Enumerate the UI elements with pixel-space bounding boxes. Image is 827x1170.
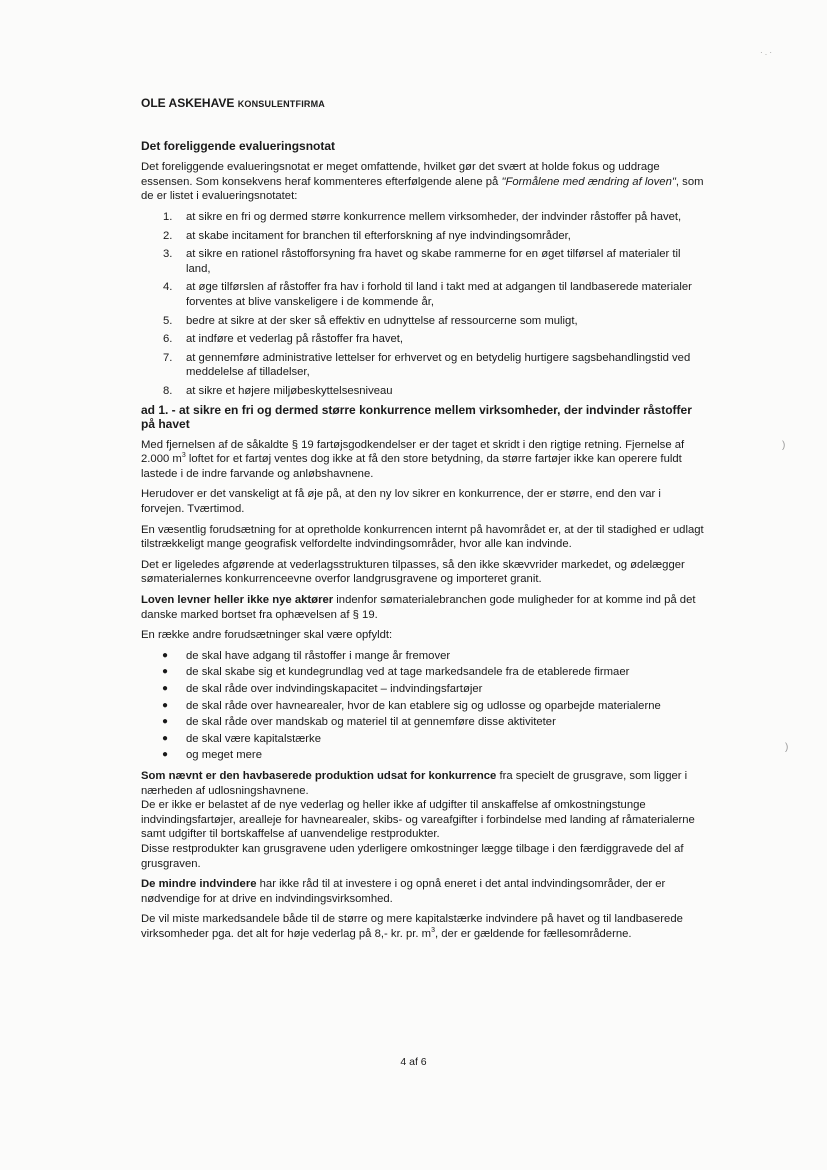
requirement-text: og meget mere: [186, 749, 262, 762]
market-share-paragraph: De vil miste markedsandele både til de større og mere kapitalstærke indvindere på havet og til landbaserede virksomheder pga. det alt for høje vederlag på 8,- kr. pr. $m^3$, der er gældende for fællesområderne.: [141, 913, 683, 940]
list-number: 4.: [163, 281, 173, 294]
ad1-paragraph: Herudover er det vanskeligt at få øje på, at den ny lov sikrer en konkurrence, der er større, end den var i forvejen. Tværtimod.: [141, 488, 661, 516]
small-producers-paragraph: De mindre indvindere har ikke råd til at investere i og opnå eneret i det antal indvindingsområder, der er nødvendige for at drive en indvindingsvirksomhed.: [141, 878, 666, 905]
requirement-item: [141, 665, 707, 680]
list-text: at sikre et højere miljøbeskyttelsesniveau: [186, 384, 393, 397]
ad1-paragraph: Loven levner heller ikke nye aktører indenfor sømaterialebranchen gode muligheder for at komme ind på det danske marked bortset fra ophævelsen af § 19.: [141, 594, 696, 621]
section-title: Det foreliggende evalueringsnotat: [141, 138, 336, 153]
requirements-list: [141, 649, 707, 763]
list-text: bedre at sikre at der sker så effektiv en udnyttelse af ressourcerne som muligt,: [186, 314, 578, 327]
list-number: 2.: [163, 229, 173, 242]
list-text: at indføre et vederlag på råstoffer fra havet,: [186, 333, 404, 346]
bullet-icon: ●: [162, 716, 169, 728]
scan-mark: ): [785, 742, 789, 753]
competition-paragraph: Som nævnt er den havbaserede produktion udsat for konkurrence fra specielt de grusgrave, som ligger i nærheden af udlosningshavnene.: [141, 769, 688, 797]
requirement-text: de skal råde over mandskab og materiel til at gennemføre disse aktiviteter: [186, 716, 556, 729]
ad1-paragraph: En række andre forudsætninger skal være opfyldt:: [141, 629, 393, 642]
list-number: 6.: [163, 333, 173, 346]
page-number: 4 af 6: [400, 1056, 427, 1068]
bullet-icon: ●: [162, 666, 169, 678]
purpose-list-item: [141, 351, 707, 380]
firm-subtitle: KONSULENTFIRMA: [237, 99, 325, 109]
requirement-item: [141, 682, 707, 697]
list-number: 1.: [163, 210, 173, 223]
requirement-text: de skal råde over havnearealer, hvor de kan etablere sig og udlosse og oparbejde materialerne: [186, 699, 661, 712]
bullet-icon: ●: [162, 649, 169, 661]
intro-paragraph: Det foreliggende evalueringsnotat er meget omfattende, hvilket gør det svært at holde fokus og uddrage essensen. Som konsekvens heraf kommenteres efterfølgende alene på "Formålene med ændring af loven", som de er listet i evalueringsnotatet:: [141, 161, 704, 203]
bullet-icon: ●: [162, 683, 169, 694]
list-number: 5.: [163, 314, 173, 327]
requirement-item: [141, 732, 707, 747]
bullet-icon: ●: [162, 732, 169, 744]
ad1-paragraph: Det er ligeledes afgørende at vederlagsstrukturen tilpasses, så den ikke skævvrider markedet, og ødelægger sømaterialernes konkurrenceevne overfor landgrusgravene og importeret granit.: [141, 558, 685, 586]
purpose-list-item: [141, 332, 707, 347]
document-page: [141, 96, 707, 948]
list-number: 8.: [163, 384, 173, 397]
purpose-list-item: [141, 229, 707, 244]
purpose-list-item: [141, 384, 707, 399]
list-number: 3.: [163, 248, 173, 261]
firm-name: OLE ASKEHAVE: [141, 96, 235, 110]
list-text: at skabe incitament for branchen til efterforskning af nye indvindingsområder,: [186, 229, 571, 242]
scan-mark: · . ·: [760, 48, 772, 57]
ad1-paragraph: En væsentlig forudsætning for at opretholde konkurrencen internt på havområdet er, at der til stadighed er udlagt tilstrækkeligt mange geografisk velfordelte indvindingsområder, hvor alle kan indvinde.: [141, 523, 704, 551]
scan-mark: ): [782, 440, 786, 451]
requirement-item: [141, 649, 707, 664]
purpose-list-item: [141, 280, 707, 309]
list-text: at sikre en fri og dermed større konkurrence mellem virksomheder, der indvinder råstoffer på havet,: [186, 210, 682, 223]
list-text: at sikre en rationel råstofforsyning fra havet og skabe rammerne for en øget tilførsel af materialer til land,: [186, 248, 681, 275]
competition-paragraph: Disse restprodukter kan grusgravene uden yderligere omkostninger lægge tilbage i den færdiggravede del af grusgraven.: [141, 842, 684, 870]
requirement-item: [141, 699, 707, 714]
list-text: at øge tilførslen af råstoffer fra hav i forhold til land i takt med at adgangen til landbaserede materialer forventes at blive vanskeligere i de kommende år,: [186, 281, 692, 308]
requirement-text: de skal råde over indvindingskapacitet – indvindingsfartøjer: [186, 683, 483, 695]
requirement-item: [141, 715, 707, 730]
requirement-text: de skal være kapitalstærke: [186, 732, 321, 745]
purpose-list: [141, 210, 707, 399]
requirement-text: de skal have adgang til råstoffer i mange år fremover: [186, 649, 451, 662]
list-number: 7.: [163, 351, 173, 364]
bullet-icon: ●: [162, 749, 169, 761]
competition-paragraph: De er ikke er belastet af de nye vederlag og heller ikke af udgifter til anskaffelse af omkostningstunge indvindingsfartøjer, arealleje for havnearealer, skibs- og vareafgifter i forbindelse med landing af råmaterialerne samt udgifter til bortskaffelse af uanvendelige restprodukter.: [141, 799, 695, 841]
purpose-list-item: [141, 210, 707, 225]
letterhead: [141, 96, 707, 112]
purpose-list-item: [141, 247, 707, 276]
ad1-paragraph: Med fjernelsen af de såkaldte § 19 fartøjsgodkendelser er der taget et skridt i den rigtige retning. Fjernelse af 2.000 $m^3$ loftet for et fartøj ventes dog ikke at få den store betydning, da større fartøjer ikke kan operere fuldt lastede i de indre farvande og anløbshavnene.: [141, 438, 685, 480]
requirement-item: [141, 748, 707, 763]
list-text: at gennemføre administrative lettelser for erhvervet og en betydelig hurtigere sagsbehandlingstid ved meddelelse af tilladelser,: [186, 351, 691, 379]
purpose-list-item: [141, 314, 707, 329]
ad1-heading: ad 1. - at sikre en fri og dermed større konkurrence mellem virksomheder, der indvinder råstoffer på havet: [141, 402, 692, 432]
bullet-icon: ●: [162, 699, 169, 711]
requirement-text: de skal skabe sig et kundegrundlag ved at tage markedsandele fra de etablerede firmaer: [186, 666, 630, 679]
